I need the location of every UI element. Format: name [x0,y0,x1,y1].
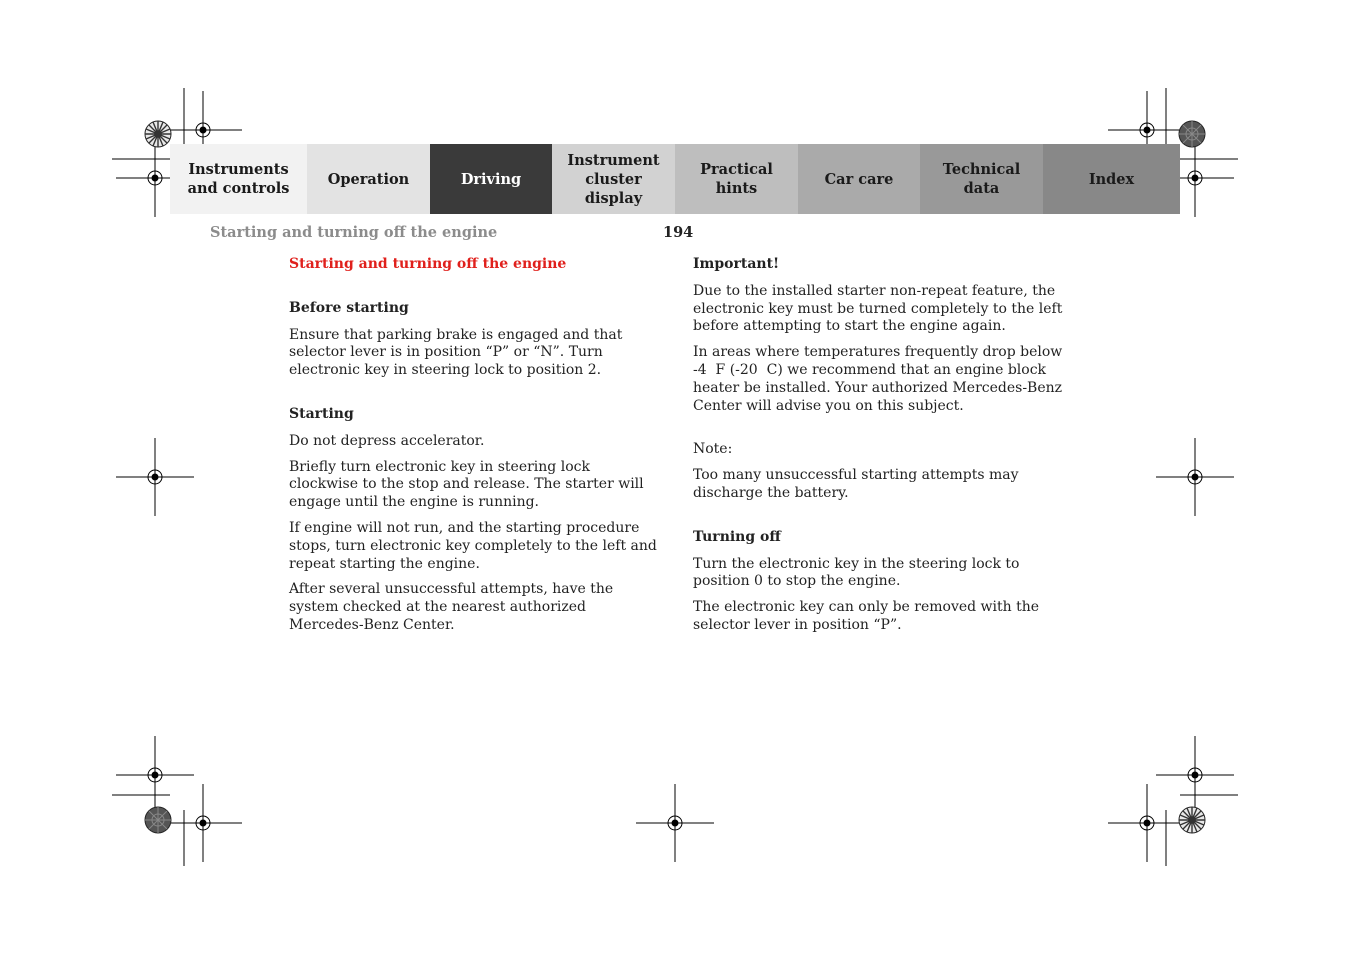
tab-instruments-and-controls[interactable] [170,144,307,214]
tab-label-line1: Instruments [188,161,289,178]
running-title: Starting and turning off the engine [210,224,498,241]
before-starting-text: Ensure that parking brake is engaged and that selector lever is in position “P” or “N”. Turn electronic key in steering lock to position 2. [289,326,623,379]
note-text: Too many unsuccessful starting attempts may discharge the battery. [693,467,1019,501]
tab-label-line1: Instrument [567,151,660,169]
left-column [289,256,661,643]
starting-paragraph: After several unsuccessful attempts, have the system checked at the nearest authorized Mercedes-Benz Center. [289,581,614,633]
starting-paragraph: If engine will not run, and the starting procedure stops, turn electronic key completely to the left and repeat starting the engine. [289,519,657,572]
turning-off-paragraph: The electronic key can only be removed with the selector lever in position “P”. [693,599,1040,633]
turning-off-heading: Turning off [693,528,781,545]
tab-label: Driving [460,170,522,188]
tab-technical-data[interactable] [920,144,1043,214]
right-column [693,256,1063,643]
tab-label: Index [1088,170,1135,188]
tab-label: Operation [327,170,410,188]
starting-paragraph: Briefly turn electronic key in steering lock clockwise to the stop and release. The starter will engage until the engine is running. [289,458,644,511]
section-tabs [170,144,1180,214]
important-paragraph: In areas where temperatures frequently drop below -4 F (-20 C) we recommend that an engine block heater be installed. Your authorized Mercedes-Benz Center will advise you on this subject. [693,344,1063,414]
tab-car-care[interactable] [798,144,920,214]
tab-label-line2: and controls [187,180,290,197]
important-heading: Important! [693,256,780,272]
tab-driving[interactable] [430,144,552,214]
tab-practical-hints[interactable] [675,144,798,214]
turning-off-paragraph: Turn the electronic key in the steering lock to position 0 to stop the engine. [693,555,1020,590]
starting-paragraph: Do not depress accelerator. [289,432,485,449]
tab-operation[interactable] [307,144,430,214]
tab-label-line2: data [963,180,1000,197]
starting-heading: Starting [289,405,354,422]
before-starting-heading: Before starting [289,299,409,316]
tab-label-line2: cluster display [584,170,643,207]
tab-label-line1: Technical [942,161,1021,178]
tab-instrument-cluster-display[interactable] [552,144,675,214]
tab-label: Practical hints [700,161,773,197]
tab-label: Car care [824,170,894,188]
tab-index[interactable] [1043,144,1180,214]
important-paragraph: Due to the installed starter non-repeat feature, the electronic key must be turned completely to the left before attempting to start the engine again. [693,282,1063,335]
section-title: Starting and turning off the engine [289,256,567,272]
note-label: Note: [693,441,733,458]
page-number: 194 [663,224,694,241]
